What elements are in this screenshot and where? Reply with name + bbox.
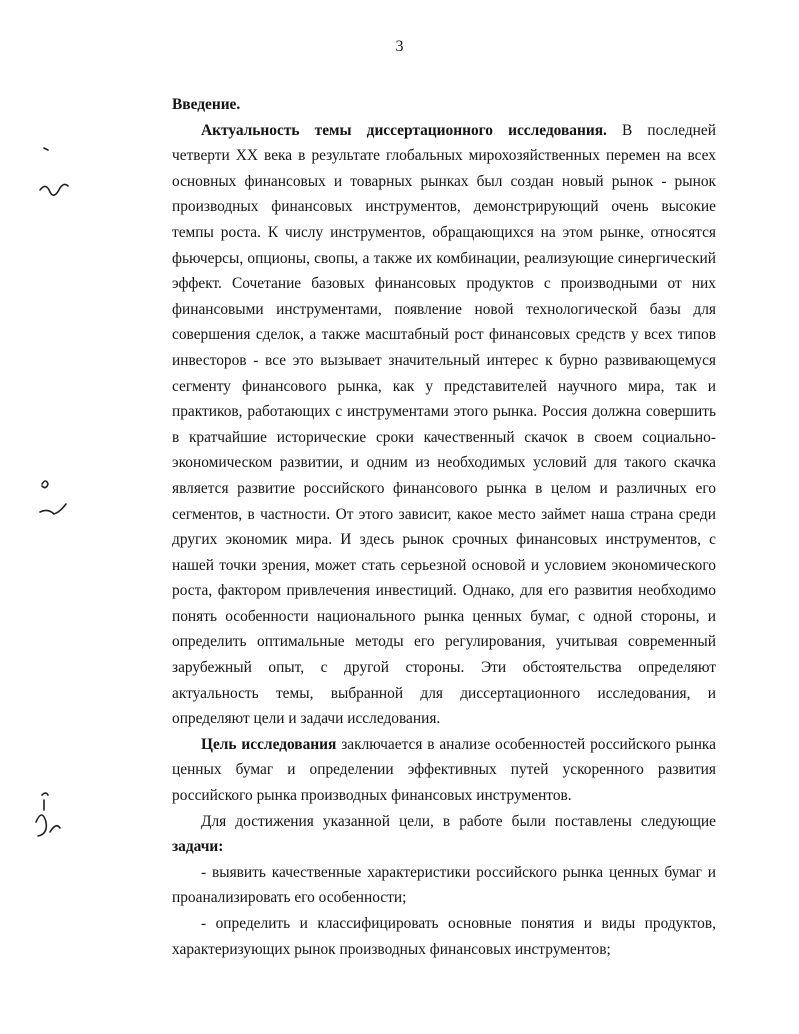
goal-title: Цель исследования (201, 735, 337, 753)
goal-paragraph (172, 732, 716, 809)
margin-mark (36, 793, 60, 836)
margin-mark (40, 148, 68, 195)
task-item-1: - выявить качественные характеристики российского рынка ценных бумаг и проанализировать его особенности; (172, 863, 716, 907)
relevance-title: Актуальность темы диссертационного исследования. (201, 121, 607, 139)
section-heading: Введение. (172, 96, 241, 113)
margin-mark (40, 481, 66, 514)
relevance-text: В последней четверти XX века в результате глобальных мирохозяйственных перемен на всех основных финансовых и товарных рынках был создан новый рынок - рынок производных финансовых инструментов, демонстрирующий очень высокие темпы роста. К числу инструментов, обращающихся на этом рынке, относятся фьючерсы, опционы, свопы, а также их комбинации, реализующие синергический эффект. Сочетание базовых финансовых продуктов с производными от них финансовыми инструментами, появление новой технологической базы для совершения сделок, а также масштабный рост финансовых средств у всех типов инвесторов - все это вызывает значительный интерес к бурно развивающемуся сегменту финансового рынка, как у представителей научного мира, так и практиков, работающих с инструментами этого рынка. Россия должна совершить в кратчайшие исторические сроки качественный скачок в своем социально-экономическом развитии, и одним из необходимых условий для такого скачка является развитие российского финансового рынка в целом и различных его сегментов, в частности. От этого зависит, какое место займет наша страна среди других экономик мира. И здесь рынок срочных финансовых инструментов, с нашей точки зрения, может стать серьезной основой и условием экономического роста, фактором привлечения инвестиций. Однако, для его развития необходимо понять особенности национального рынка ценных бумаг, с одной стороны, и определить оптимальные методы его регулирования, учитывая современный зарубежный опыт, с другой стороны. Эти обстоятельства определяют актуальность темы, выбранной для диссертационного исследования, и определяют цели и задачи исследования. (172, 121, 716, 728)
tasks-intro-text: Для достижения указанной цели, в работе были поставлены следующие (201, 812, 716, 830)
tasks-intro-paragraph (172, 809, 716, 860)
relevance-paragraph (172, 118, 716, 732)
document-body (172, 92, 716, 962)
task-item-2: - определить и классифицировать основные понятия и виды продуктов, характеризующих рынок производных финансовых инструментов; (172, 915, 716, 958)
page-number: 3 (395, 38, 404, 55)
tasks-title: задачи: (172, 838, 224, 856)
goal-text: заключается в анализе особенностей российского рынка ценных бумаг и определении эффективных путей ускоренного развития российского рынка производных финансовых инструментов. (172, 735, 717, 805)
margin-handwritten-marks (30, 0, 80, 1034)
